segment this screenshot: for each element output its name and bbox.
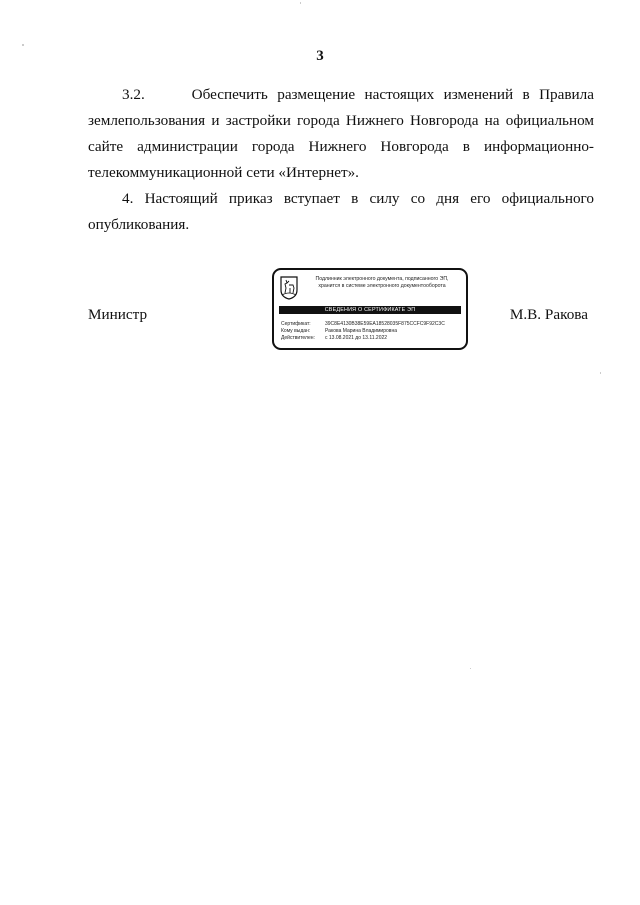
scan-speck [470,668,471,669]
issued-to-value: Ракова Марина Владимировна [325,328,397,334]
stamp-certificate-title: СВЕДЕНИЯ О СЕРТИФИКАТЕ ЭП [279,306,461,314]
scan-speck [600,372,601,374]
issued-to-label: Кому выдан: [281,328,311,334]
certificate-label: Сертификат: [281,321,311,327]
scan-speck [22,44,24,46]
page-number: 3 [316,48,324,64]
valid-label: Действителен: [281,335,315,341]
stamp-header-line-1: Подлинник электронного документа, подписанного ЭП, [315,276,449,282]
body-text [88,82,594,238]
stamp-certificate-details [281,321,463,342]
stamp-header [302,276,462,290]
paragraph-3-2: 3.2. Обеспечить размещение настоящих изменений в Правила землепользования и застройки города Нижнего Новгорода на официальном сайте администрации города Нижнего Новгорода в информационно-телекоммуникационной сети «Интернет». [88,86,594,181]
scan-speck [300,2,301,4]
stamp-certificate-row [281,321,463,328]
paragraph-4: 4. Настоящий приказ вступает в силу со дня его официального опубликования. [88,190,594,233]
valid-value: с 13.08.2021 до 13.11.2022 [325,335,388,341]
signatory-title: Министр [88,306,148,323]
stamp-header-line-2: хранится в системе электронного документооборота [318,283,446,289]
stamp-issued-to-row [281,328,463,335]
certificate-value: 39C8E4130B38E59EA18528035F875CCFC9F92C3C [325,321,445,327]
electronic-signature-stamp [272,268,468,350]
stamp-valid-row [281,335,463,342]
nizhny-novgorod-deer-emblem-icon [280,276,298,300]
signatory-name: М.В. Ракова [509,306,588,323]
